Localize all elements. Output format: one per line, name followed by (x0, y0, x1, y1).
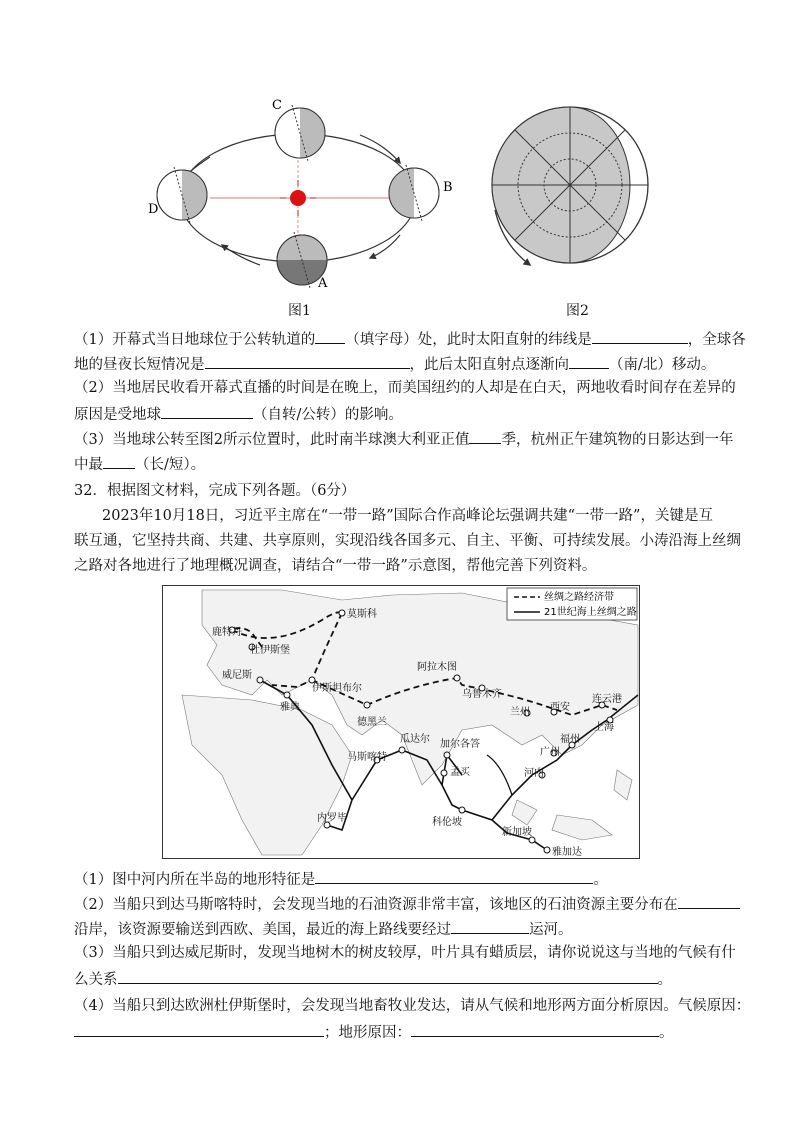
city-label: 杜伊斯堡 (250, 645, 290, 656)
city-label: 内罗毕 (317, 813, 347, 824)
polar-view-diagram (485, 100, 665, 275)
city-label: 加尔各答 (440, 739, 480, 750)
city-label: 河内 (524, 768, 544, 779)
q32-intro-1: 2023年10月18日，习近平主席在“一带一路”国际合作高峰论坛强调共建“一带一路”，关键是互 (102, 508, 713, 524)
city-label: 孟买 (450, 767, 470, 778)
city-label: 乌鲁木齐 (462, 689, 502, 700)
answer-blank[interactable] (118, 968, 658, 984)
q31-p2-line1: （2）当地居民收看开幕式直播的时间是在晚上，而美国纽约的人却是在白天，两地收看时间存在差异的 (74, 380, 736, 396)
q31-p2-line2: 原因是受地球 （自转/公转）的影响。 (74, 403, 403, 425)
city-label: 福州 (560, 734, 580, 745)
answer-blank[interactable] (592, 328, 688, 344)
earth-b (389, 165, 439, 221)
pos-b: B (443, 180, 453, 195)
city-label: 德黑兰 (357, 717, 387, 728)
city-label: 雅加达 (552, 847, 582, 858)
answer-blank[interactable] (569, 353, 609, 369)
q32-p2-line2: 沿岸，该资源要输送到西欧、美国，最近的海上路线要经过 运河。 (74, 918, 573, 940)
city-label: 连云港 (592, 694, 622, 705)
city-label: 科伦坡 (432, 817, 462, 828)
answer-blank[interactable] (315, 868, 593, 884)
fig1-caption: 图1 (288, 303, 311, 319)
q32-p4-line1: （4）当船只到达欧洲杜伊斯堡时，会发现当地畜牧业发达，请从气候和地形两方面分析原因。气候原因： (74, 998, 751, 1014)
city-label: 莫斯科 (347, 609, 377, 620)
city-label: 威尼斯 (222, 670, 252, 681)
earth-d (157, 167, 207, 223)
q32-intro-3: 之路对各地进行了地理概况调查，请结合“一带一路”示意图，帮他完善下列资料。 (74, 558, 597, 574)
q32-p3-line1: （3）当船只到达威尼斯时，发现当地树木的树皮较厚，叶片具有蜡质层，请你说说这与当地的气候有什 (74, 945, 736, 961)
city-label: 上海 (594, 722, 614, 733)
pos-d: D (148, 202, 159, 217)
answer-blank[interactable] (103, 453, 135, 469)
q32-p4-line2: ；地形原因： 。 (74, 1021, 674, 1043)
city-label: 兰州 (510, 707, 530, 718)
legend-land: 丝绸之路经济带 (544, 592, 614, 603)
answer-blank[interactable] (315, 328, 345, 344)
city-label: 雅典 (280, 702, 300, 713)
q31-p3-line2: 中最 （长/短）。 (74, 453, 205, 475)
answer-blank[interactable] (161, 403, 253, 419)
q32-intro-2: 联互通，它坚持共商、共建、共享原则，实现沿线各国多元、自主、平衡、可持续发展。小涛沿海上丝绸 (74, 533, 741, 549)
pos-a: A (318, 276, 328, 291)
fig2-caption: 图2 (566, 303, 589, 319)
q31-p1-line2: 地的昼夜长短情况是 ，此后太阳直射点逐渐向 （南/北）移动。 (74, 353, 715, 375)
q32-heading: 32．根据图文材料，完成下列各题。（6分） (74, 483, 356, 499)
city-label: 瓜达尔 (400, 734, 430, 745)
belt-road-map (162, 585, 640, 859)
q32-p2-line1: （2）当船只到达马斯喀特时，会发现当地的石油资源非常丰富，该地区的石油资源主要分布在 (74, 893, 740, 915)
city-label: 广州 (540, 747, 560, 758)
sun (290, 190, 306, 206)
city-label: 马斯喀特 (347, 752, 387, 763)
q32-p3-line2: 么关系 。 (74, 968, 672, 990)
city-label: 鹿特丹 (212, 627, 242, 638)
city-label: 伊斯坦布尔 (312, 683, 362, 694)
city-label: 新加坡 (502, 827, 532, 838)
city-label: 西安 (550, 702, 570, 713)
q32-p1: （1）图中河内所在半岛的地形特征是 。 (74, 868, 608, 890)
earth-c (275, 105, 325, 161)
answer-blank[interactable] (678, 893, 740, 909)
q31-p1-line1: （1）开幕式当日地球位于公转轨道的 （填字母）处，此时太阳直射的纬线是 ，全球各 (74, 328, 746, 350)
legend-sea: 21世纪海上丝绸之路 (544, 607, 637, 618)
earth-orbit-diagram (148, 95, 453, 305)
answer-blank[interactable] (451, 918, 529, 934)
q31-p3-line1: （3）当地球公转至图2所示位置时，此时南半球澳大利亚正值 季，杭州正午建筑物的日影达到一年 (74, 428, 733, 450)
city-label: 阿拉木图 (417, 662, 457, 673)
answer-blank[interactable] (469, 428, 501, 444)
answer-blank[interactable] (205, 353, 410, 369)
answer-blank[interactable] (411, 1021, 659, 1037)
pos-c: C (272, 98, 282, 113)
answer-blank[interactable] (74, 1021, 324, 1037)
